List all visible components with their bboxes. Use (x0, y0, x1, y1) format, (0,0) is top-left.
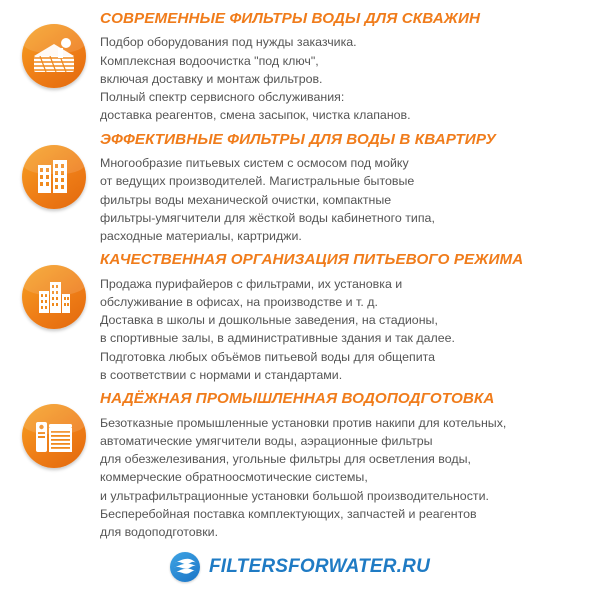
body-line: фильтры воды механической очистки, компактные (100, 192, 392, 207)
body-line: от ведущих производителей. Магистральные бытовые (100, 174, 415, 189)
body-line: Подготовка любых объёмов питьевой воды для общепита (100, 349, 436, 364)
block-title: СОВРЕМЕННЫЕ ФИЛЬТРЫ ВОДЫ ДЛЯ СКВАЖИН (100, 10, 481, 27)
apartment-building-icon (22, 145, 86, 209)
feature-block (8, 251, 592, 384)
icon-column (8, 10, 100, 88)
feature-block (8, 131, 592, 246)
office-towers-icon (22, 265, 86, 329)
site-logo-text: FILTERSFORWATER.RU (208, 556, 431, 577)
body-line: Многообразие питьевых систем с осмосом под мойку (100, 156, 409, 171)
body-line: Бесперебойная поставка комплектующих, запчастей и реагентов (100, 506, 477, 521)
block-title: НАДЁЖНАЯ ПРОМЫШЛЕННАЯ ВОДОПОДГОТОВКА (100, 390, 495, 408)
body-line: Комплексная водоочистка "под ключ", (100, 53, 319, 68)
body-line: обслуживание в офисах, на производстве и т. д. (100, 294, 378, 309)
body-line: Подбор оборудования под нужды заказчика. (100, 35, 357, 50)
body-line: коммерческие обратноосмотические системы, (100, 470, 368, 485)
text-column (100, 131, 592, 246)
body-line: расходные материалы, картриджи. (100, 229, 302, 244)
block-body (100, 414, 586, 542)
body-line: Безотказные промышленные установки против накипи для котельных, (100, 415, 507, 430)
body-line: для обезжелезивания, угольные фильтры для осветления воды, (100, 452, 471, 467)
block-body (100, 33, 586, 124)
site-logo[interactable] (0, 552, 600, 582)
icon-column (8, 390, 100, 468)
water-well-field-icon (22, 24, 86, 88)
body-line: Доставка в школы и дошкольные заведения, на стадионы, (100, 313, 438, 328)
body-line: в спортивные залы, в административные здания и так далее. (100, 331, 455, 346)
body-line: Продажа пурифайеров с фильтрами, их установка и (100, 276, 403, 291)
icon-column (8, 251, 100, 329)
block-title: ЭФФЕКТИВНЫЕ ФИЛЬТРЫ ДЛЯ ВОДЫ В КВАРТИРУ (100, 130, 496, 148)
icon-column (8, 131, 100, 209)
body-line: включая доставку и монтаж фильтров. (100, 71, 323, 86)
industrial-equipment-icon (22, 404, 86, 468)
body-line: в соответствии с нормами и стандартами. (100, 367, 343, 382)
text-column (100, 10, 592, 125)
block-body (100, 154, 586, 245)
wave-circle-logo-icon (170, 552, 200, 582)
block-body (100, 275, 586, 384)
feature-block (8, 10, 592, 125)
body-line: фильтры-умягчители для жёсткой воды кабинетного типа, (100, 210, 435, 225)
body-line: Полный спектр сервисного обслуживания: (100, 90, 345, 105)
body-line: для водоподготовки. (100, 525, 219, 540)
block-title: КАЧЕСТВЕННАЯ ОРГАНИЗАЦИЯ ПИТЬЕВОГО РЕЖИМА (100, 251, 524, 269)
text-column (100, 251, 592, 384)
text-column (100, 390, 592, 541)
body-line: доставка реагентов, смена засыпок, чистка клапанов. (100, 108, 411, 123)
body-line: и ультрафильтрационные установки большой производительности. (100, 488, 489, 503)
body-line: автоматические умягчители воды, аэрационные фильтры (100, 433, 433, 448)
feature-block (8, 390, 592, 541)
